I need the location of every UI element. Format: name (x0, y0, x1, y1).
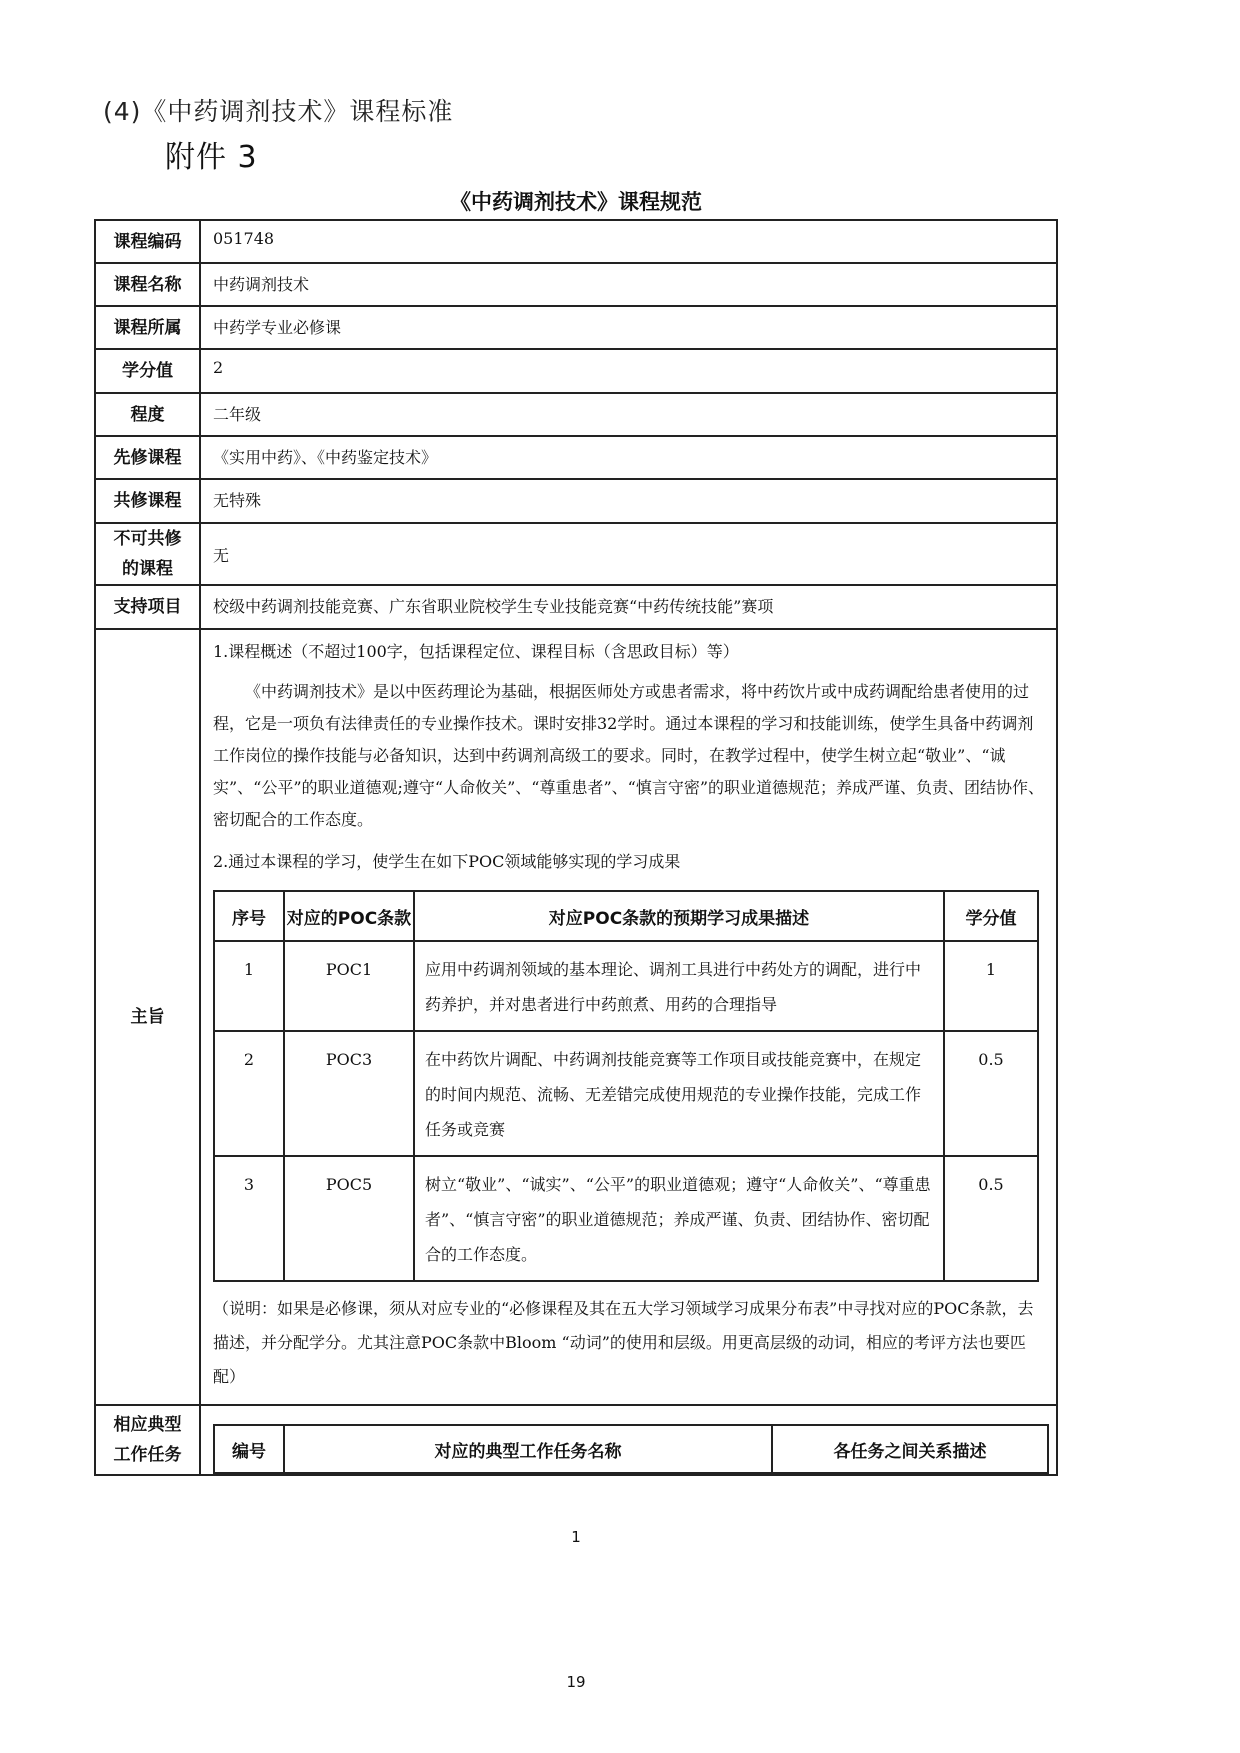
header-task-name: 对应的典型工作任务名称 (284, 1425, 772, 1473)
row-non-corequisite (95, 523, 1057, 585)
header-task-relation: 各任务之间关系描述 (772, 1425, 1048, 1473)
outcomes-note: （说明：如果是必修课，须从对应专业的“必修课程及其在五大学习领域学习成果分布表”中寻找对应的POC条款，去描述，并分配学分。尤其注意POC条款中Bloom “动词”的使用和层级。用更高层级的动词，相应的考评方法也要匹配） (213, 1299, 1034, 1386)
outcomes-title: 2.通过本课程的学习，使学生在如下POC领域能够实现的学习成果 (213, 852, 681, 871)
label-non-corequisite-line2: 的课程 (122, 559, 173, 579)
outcomes-header-row (214, 891, 1038, 941)
outcome-seq: 1 (214, 941, 284, 1031)
typical-tasks-table (213, 1424, 1049, 1474)
section-heading: (4)《中药调剂技术》课程标准 (103, 97, 454, 126)
attachment-label: 附件 3 (165, 140, 258, 175)
outcome-poc: POC1 (284, 941, 414, 1031)
label-course-belongs: 课程所属 (95, 306, 200, 349)
value-course-name: 中药调剂技术 (200, 263, 1057, 306)
header-task-number: 编号 (214, 1425, 284, 1473)
row-credit (95, 349, 1057, 393)
outcome-poc: POC5 (284, 1156, 414, 1281)
label-typical-tasks-line2: 工作任务 (113, 1445, 182, 1465)
row-prerequisite (95, 436, 1057, 479)
value-prerequisite: 《实用中药》、《中药鉴定技术》 (200, 436, 1057, 479)
label-course-name: 课程名称 (95, 263, 200, 306)
table-row (214, 1031, 1038, 1156)
row-purpose (95, 629, 1057, 1405)
value-non-corequisite: 无 (200, 523, 1057, 585)
label-credit: 学分值 (95, 349, 200, 393)
label-non-corequisite-line1: 不可共修 (113, 529, 182, 549)
outcome-seq: 3 (214, 1156, 284, 1281)
table-row (214, 941, 1038, 1031)
label-prerequisite: 先修课程 (95, 436, 200, 479)
label-support: 支持项目 (95, 585, 200, 629)
row-level (95, 393, 1057, 436)
row-course-name (95, 263, 1057, 306)
label-non-corequisite (95, 523, 200, 585)
outcome-seq: 2 (214, 1031, 284, 1156)
value-credit: 2 (200, 349, 1057, 393)
label-purpose: 主旨 (95, 629, 200, 1405)
value-course-code: 051748 (200, 220, 1057, 263)
value-corequisite: 无特殊 (200, 479, 1057, 523)
header-credit: 学分值 (944, 891, 1038, 941)
table-row (214, 1156, 1038, 1281)
row-support (95, 585, 1057, 629)
header-seq: 序号 (214, 891, 284, 941)
row-typical-tasks (95, 1405, 1057, 1475)
row-corequisite (95, 479, 1057, 523)
page-number: 19 (566, 1673, 586, 1691)
outcome-desc: 树立“敬业”、“诚实”、“公平”的职业道德观；遵守“人命攸关”、“尊重患者”、“慎言守密”的职业道德规范；养成严谨、负责、团结协作、密切配合的工作态度。 (414, 1156, 944, 1281)
outcome-credit: 0.5 (944, 1031, 1038, 1156)
value-support: 校级中药调剂技能竞赛、广东省职业院校学生专业技能竞赛“中药传统技能”赛项 (200, 585, 1057, 629)
label-typical-tasks (95, 1405, 200, 1475)
outcome-poc: POC3 (284, 1031, 414, 1156)
outcome-desc: 应用中药调剂领域的基本理论、调剂工具进行中药处方的调配，进行中药养护，并对患者进行中药煎煮、用药的合理指导 (414, 941, 944, 1031)
row-course-code (95, 220, 1057, 263)
outcome-desc: 在中药饮片调配、中药调剂技能竞赛等工作项目或技能竞赛中，在规定的时间内规范、流畅、无差错完成使用规范的专业操作技能，完成工作任务或竞赛 (414, 1031, 944, 1156)
document-title: 《中药调剂技术》课程规范 (450, 190, 702, 214)
row-course-belongs (95, 306, 1057, 349)
label-typical-tasks-line1: 相应典型 (113, 1415, 182, 1435)
value-course-belongs: 中药学专业必修课 (200, 306, 1057, 349)
value-level: 二年级 (200, 393, 1057, 436)
outcome-credit: 1 (944, 941, 1038, 1031)
purpose-content (200, 629, 1057, 1405)
tasks-header-row (214, 1425, 1048, 1473)
header-poc: 对应的POC条款 (284, 891, 414, 941)
overview-title: 1.课程概述（不超过100字，包括课程定位、课程目标（含思政目标）等） (213, 642, 739, 661)
course-spec-table (94, 219, 1058, 1476)
typical-tasks-content (200, 1405, 1057, 1475)
outcome-credit: 0.5 (944, 1156, 1038, 1281)
inner-page-number: 1 (571, 1528, 581, 1546)
overview-text: 《中药调剂技术》是以中医药理论为基础，根据医师处方或患者需求，将中药饮片或中成药调配给患者使用的过程，它是一项负有法律责任的专业操作技术。课时安排32学时。通过本课程的学习和技能训练，使学生具备中药调剂工作岗位的操作技能与必备知识，达到中药调剂高级工的要求。同时，在教学过程中，使学生树立起“敬业”、“诚实”、“公平”的职业道德观;遵守“人命攸关”、“尊重患者”、“慎言守密”的职业道德规范；养成严谨、负责、团结协作、密切配合的工作态度。 (213, 682, 1045, 829)
header-desc: 对应POC条款的预期学习成果描述 (414, 891, 944, 941)
outcomes-table (213, 890, 1039, 1282)
label-corequisite: 共修课程 (95, 479, 200, 523)
label-level: 程度 (95, 393, 200, 436)
label-course-code: 课程编码 (95, 220, 200, 263)
